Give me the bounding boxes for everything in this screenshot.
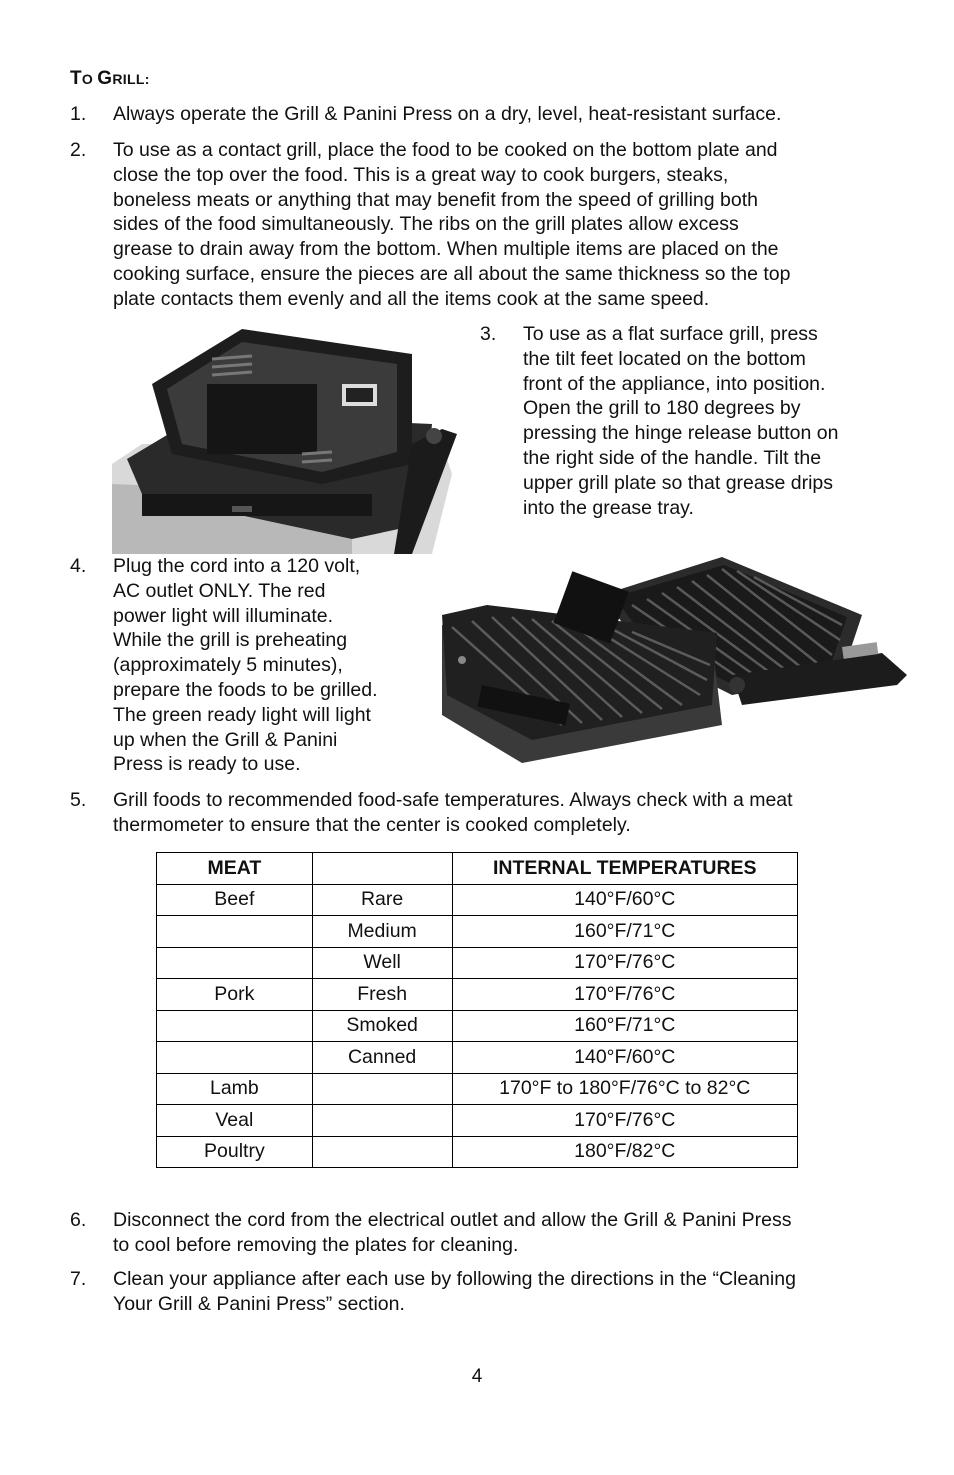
step-text [113,1208,791,1258]
step-number: 7. [70,1268,87,1290]
cell-temperature: 140°F/60°C [452,884,797,916]
text-line: AC outlet ONLY. The red [113,579,326,602]
step-number: 5. [70,789,87,811]
step-number: 3. [480,323,497,345]
step-number: 6. [70,1209,87,1231]
table-row [157,916,798,948]
cell-meat [157,947,313,979]
cell-doneness [312,1136,452,1168]
cell-meat [157,916,313,948]
text-line: grease to drain away from the bottom. When multiple items are placed on the [113,238,779,261]
text-line: Grill foods to recommended food-safe temperatures. Always check with a meat [113,789,793,811]
table-row [157,947,798,979]
cell-temperature: 170°F/76°C [452,947,797,979]
header-meat: MEAT [157,853,313,885]
step-text [113,554,378,777]
cell-meat [157,1042,313,1074]
text-line: power light will illuminate. [113,604,334,627]
text-line: the right side of the handle. Tilt the [523,446,822,469]
text-line: plate contacts them evenly and all the items cook at the same speed. [113,287,710,310]
text-line: into the grease tray. [523,496,694,519]
cell-temperature: 170°F/76°C [452,979,797,1011]
page-number: 4 [471,1366,483,1387]
cell-temperature: 160°F/71°C [452,916,797,948]
cell-doneness: Canned [312,1042,452,1074]
step-text [113,138,790,312]
text-line: Clean your appliance after each use by following the directions in the “Cleaning [113,1268,796,1290]
step-number: 2. [70,139,87,161]
text-line: To use as a flat surface grill, press [523,323,818,345]
table-row [157,884,798,916]
text-line: To use as a contact grill, place the food to be cooked on the bottom plate and [113,139,778,161]
temperature-table [156,852,798,1168]
text-line: Press is ready to use. [113,753,301,776]
header-cut [312,853,452,885]
cell-meat: Poultry [157,1136,313,1168]
header-internal-temperatures: INTERNAL TEMPERATURES [452,853,797,885]
text-line: (approximately 5 minutes), [113,654,343,677]
table-row [157,1136,798,1168]
text-line: the tilt feet located on the bottom [523,347,806,370]
text-line: front of the appliance, into position. [523,372,826,395]
text-line: close the top over the food. This is a great way to cook burgers, steaks, [113,163,729,186]
step-text [113,1267,796,1317]
cell-meat: Veal [157,1105,313,1137]
cell-meat [157,1010,313,1042]
text-line: Disconnect the cord from the electrical outlet and allow the Grill & Panini Press [113,1209,792,1231]
step-text: Always operate the Grill & Panini Press on a dry, level, heat-resistant surface. [113,103,782,125]
step-number: 4. [70,555,87,577]
cell-temperature: 140°F/60°C [452,1042,797,1074]
cell-meat: Beef [157,884,313,916]
cell-temperature: 170°F to 180°F/76°C to 82°C [452,1073,797,1105]
text-line: to cool before removing the plates for cleaning. [113,1233,519,1256]
text-line: thermometer to ensure that the center is cooked completely. [113,813,631,836]
section-heading: TO GRILL: [70,68,150,89]
text-line: upper grill plate so that grease drips [523,471,834,494]
text-line: prepare the foods to be grilled. [113,678,378,701]
cell-doneness [312,1073,452,1105]
table-row [157,979,798,1011]
text-line: up when the Grill & Panini [113,728,338,751]
text-line: Your Grill & Panini Press” section. [113,1292,405,1315]
table-header-row [157,853,798,885]
text-line: pressing the hinge release button on [523,422,839,445]
open-grill-photo [442,555,912,765]
text-line: The green ready light will light [113,703,371,726]
text-line: While the grill is preheating [113,629,348,652]
cell-doneness: Fresh [312,979,452,1011]
cell-doneness: Smoked [312,1010,452,1042]
cell-meat: Pork [157,979,313,1011]
closed-grill-photo [112,324,462,554]
cell-doneness: Rare [312,884,452,916]
step-number: 1. [70,103,87,125]
table-row [157,1042,798,1074]
step-text [113,788,793,838]
cell-doneness [312,1105,452,1137]
text-line: sides of the food simultaneously. The ribs on the grill plates allow excess [113,213,739,236]
text-line: Open the grill to 180 degrees by [523,397,801,420]
step-text [523,322,838,520]
text-line: Plug the cord into a 120 volt, [113,555,361,577]
text-line: cooking surface, ensure the pieces are all about the same thickness so the top [113,262,791,285]
table-row [157,1105,798,1137]
text-line: boneless meats or anything that may benefit from the speed of grilling both [113,188,758,211]
cell-temperature: 170°F/76°C [452,1105,797,1137]
cell-temperature: 180°F/82°C [452,1136,797,1168]
table-row [157,1073,798,1105]
cell-doneness: Well [312,947,452,979]
cell-doneness: Medium [312,916,452,948]
cell-meat: Lamb [157,1073,313,1105]
table-row [157,1010,798,1042]
cell-temperature: 160°F/71°C [452,1010,797,1042]
